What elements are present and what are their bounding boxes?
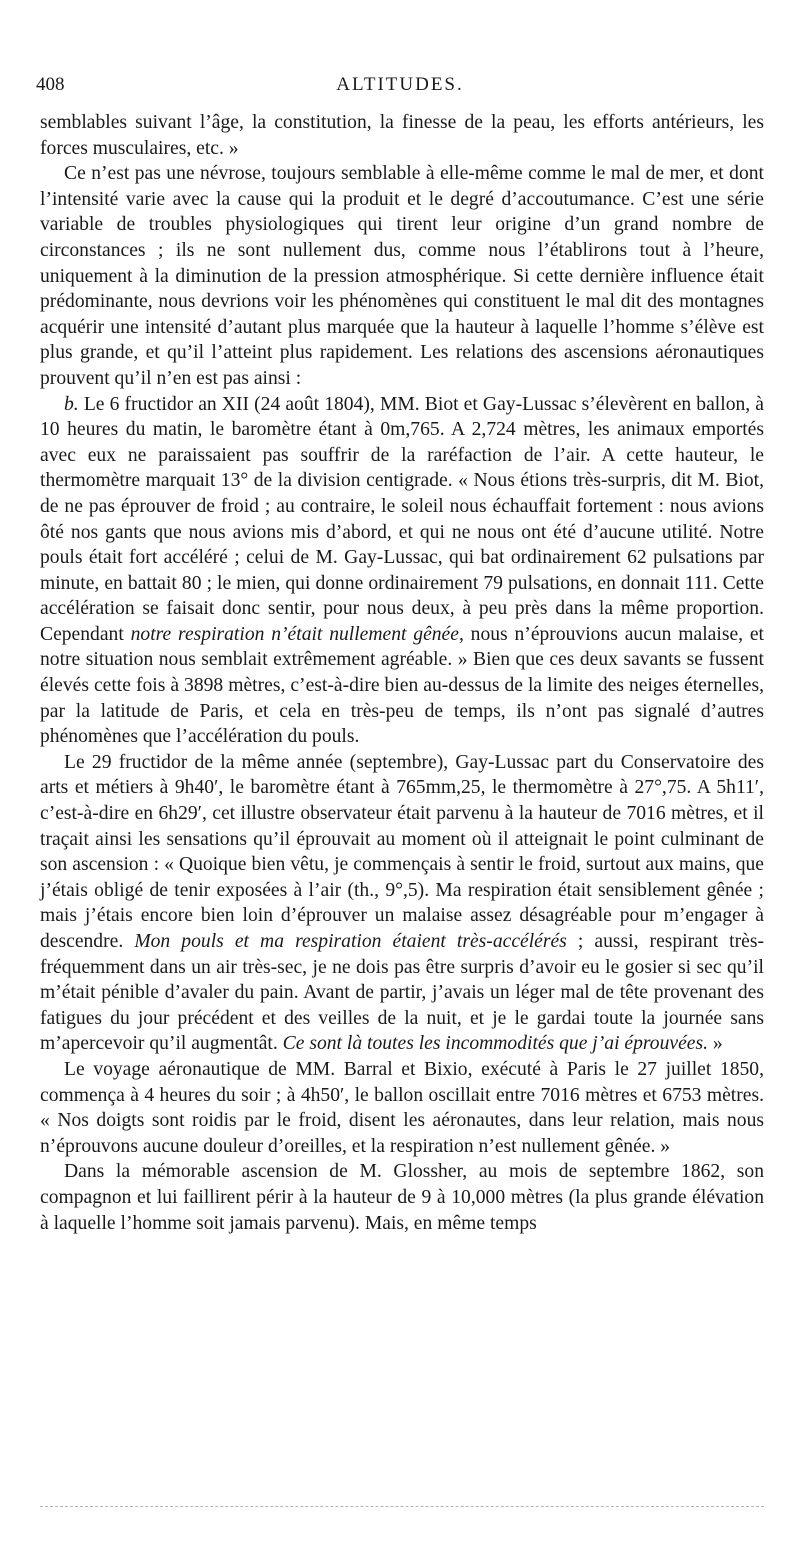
- paragraph-biot-gay-lussac: b. Le 6 fructidor an XII (24 août 1804), MM. Biot et Gay-Lussac s’élevèrent en ballon, à 10 heures du matin, le baromètre étant à 0m,765. A 2,724 mètres, les animaux emportés avec eux ne paraissaient pas souffrir de la raréfaction de l’air. A cette hauteur, le thermomètre marquait 13° de la division centigrade. « Nous étions très-surpris, dit M. Biot, de ne pas éprouver de froid ; au contraire, le soleil nous échauffait fortement : nous avions ôté nos gants que nous avions mis d’abord, et qui ne nous ont été d’aucune utilité. Notre pouls était fort accéléré ; celui de M. Gay-Lussac, qui bat ordinairement 62 pulsations par minute, en battait 80 ; le mien, qui donne ordinairement 79 pulsations, en donnait 111. Cette accélération se faisait donc sentir, pour nous deux, à peu près dans la même proportion. Cependant notre respiration n’était nullement gênée, nous n’éprouvions aucun malaise, et notre situation nous semblait extrêmement agréable. » Bien que ces deux savants se fussent élevés cette fois à 3898 mètres, c’est-à-dire bien au-dessus de la limite des neiges éternelles, par la latitude de Paris, et cela en très-peu de temps, ils n’ont pas signalé d’autres phénomènes que l’accélération du pouls.: [40, 393, 764, 748]
- italic-phrase: Ce sont là toutes les incommodités que j’ai éprouvées.: [282, 1033, 709, 1055]
- section-marker: b.: [64, 393, 79, 415]
- body-text: [40, 110, 764, 1236]
- paragraph-glossher: Dans la mémorable ascension de M. Glossher, au mois de septembre 1862, son compagnon et lui faillirent périr à la hauteur de 9 à 10,000 mètres (la plus grande élévation à laquelle l’homme soit jamais parvenu). Mais, en même temps: [40, 1161, 764, 1234]
- paragraph-barral-bixio: Le voyage aéronautique de MM. Barral et Bixio, exécuté à Paris le 27 juillet 1850, commença à 4 heures du soir ; à 4h50′, le ballon oscillait entre 7016 mètres et 6753 mètres. « Nos doigts sont roidis par le froid, disent les aéronautes, dans leur relation, mais nous n’éprouvons aucune douleur d’oreilles, et la respiration n’est nullement gênée. »: [40, 1058, 764, 1157]
- page-header: [36, 74, 764, 102]
- page-number: 408: [36, 74, 65, 95]
- paragraph-continuation: semblables suivant l’âge, la constitution, la finesse de la peau, les efforts antérieurs, les forces musculaires, etc. »: [40, 112, 764, 159]
- paragraph-29-fructidor: Le 29 fructidor de la même année (septembre), Gay-Lussac part du Conservatoire des arts et métiers à 9h40′, le baromètre étant à 765mm,25, le thermomètre à 27°,75. A 5h11′, c’est-à-dire en 6h29′, cet illustre observateur était parvenu à la hauteur de 7016 mètres, et il traçait ainsi les sensations qu’il éprouvait au moment où il atteignait le point culminant de son ascension : « Quoique bien vêtu, je commençais à sentir le froid, surtout aux mains, que j’étais obligé de tenir exposées à l’air (th., 9°,5). Ma respiration était sensiblement gênée ; mais j’étais encore bien loin d’éprouver un malaise assez désagréable pour m’engager à descendre. Mon pouls et ma respiration étaient très-accélérés ; aussi, respirant très-fréquemment dans un air très-sec, je ne dois pas être surpris d’avoir eu le gosier si sec qu’il m’était pénible d’avaler du pain. Avant de partir, j’avais un léger mal de tête provenant des fatigues du jour précédent et des veilles de la nuit, et je le gardai toute la journée sans m’apercevoir qu’il augmentât. Ce sont là toutes les incommodités que j’ai éprouvées. »: [40, 751, 764, 1055]
- italic-phrase: notre respiration n’était nullement gênée: [130, 623, 459, 645]
- italic-phrase: Mon pouls et ma respiration étaient très-accélérés: [134, 931, 567, 952]
- running-title: ALTITUDES.: [336, 74, 464, 95]
- bottom-scan-artifact: [40, 1506, 764, 1507]
- paragraph-nevrose: Ce n’est pas une névrose, toujours semblable à elle-même comme le mal de mer, et dont l’intensité varie avec la cause qui la produit et le degré d’accoutumance. C’est une série variable de troubles physiologiques qui tirent leur origine d’un grand nombre de circonstances ; ils ne sont nullement dus, comme nous l’établirons tout à l’heure, uniquement à la diminution de la pression atmosphérique. Si cette dernière influence était prédominante, nous devrions voir les phénomènes qui constituent le mal dit des montagnes acquérir une intensité d’autant plus marquée que la hauteur à laquelle l’homme s’élève est plus grande, et qu’il l’atteint plus rapidement. Les relations des ascensions aéronautiques prouvent qu’il n’en est pas ainsi :: [40, 163, 764, 389]
